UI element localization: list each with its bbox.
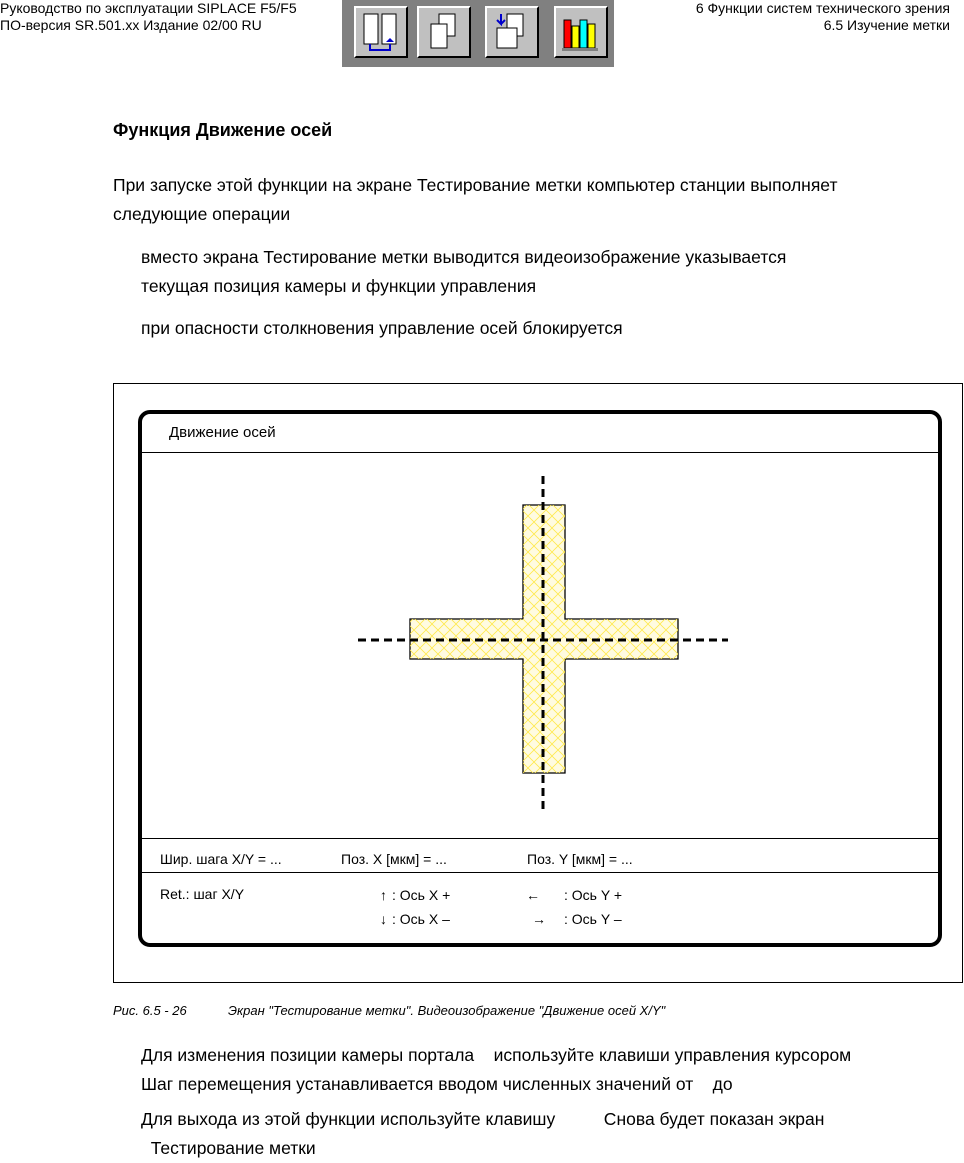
bullet-1-line-2: текущая позиция камеры и функции управления bbox=[141, 276, 537, 296]
outro-line-2: Шаг перемещения устанавливается вводом численных значений от до bbox=[141, 1074, 733, 1094]
ret-key-hint: Ret.: шаг X/Y bbox=[160, 886, 245, 902]
outro-line-1: Для изменения позиции камеры портала используйте клавиши управления курсором bbox=[141, 1045, 852, 1065]
pos-x-readout: Поз. X [мкм] = ... bbox=[341, 851, 447, 867]
outro-line-3: Для выхода из этой функции используйте клавишу Снова будет показан экран bbox=[141, 1109, 825, 1129]
bullet-1-line-1: вместо экрана Тестирование метки выводится видеоизображение указывается bbox=[141, 247, 787, 267]
header-manual-title: Руководство по эксплуатации SIPLACE F5/F5 bbox=[0, 0, 297, 16]
step-width-readout: Шир. шага X/Y = ... bbox=[160, 851, 282, 867]
arrow-up-icon: ↑ bbox=[380, 887, 387, 903]
intro-line-2: следующие операции bbox=[113, 204, 291, 224]
section-title: Функция Движение осей bbox=[113, 120, 333, 140]
intro-line-1: При запуске этой функции на экране Тестирование метки компьютер станции выполняет bbox=[113, 175, 838, 195]
outro-line-4: Тестирование метки bbox=[141, 1138, 316, 1158]
x-plus-hint: : Ось X + bbox=[392, 887, 451, 903]
header-version: ПО-версия SR.501.xx Издание 02/00 RU bbox=[0, 17, 262, 33]
figure-number: Рис. 6.5 - 26 bbox=[113, 1003, 187, 1018]
header-section: 6.5 Изучение метки bbox=[823, 17, 950, 33]
screen-title: Движение осей bbox=[169, 424, 276, 441]
y-plus-hint: : Ось Y + bbox=[564, 887, 623, 903]
arrow-left-icon: ← bbox=[526, 887, 540, 903]
header-chapter: 6 Функции систем технического зрения bbox=[695, 0, 950, 16]
pos-y-readout: Поз. Y [мкм] = ... bbox=[527, 851, 633, 867]
arrow-down-icon: ↓ bbox=[380, 911, 387, 927]
arrow-right-icon: → bbox=[532, 911, 546, 927]
x-minus-hint: : Ось X – bbox=[392, 911, 450, 927]
y-minus-hint: : Ось Y – bbox=[564, 911, 622, 927]
figure-caption: Экран "Тестирование метки". Видеоизображение "Движение осей X/Y" bbox=[228, 1003, 666, 1018]
bullet-2: при опасности столкновения управление осей блокируется bbox=[141, 318, 623, 338]
